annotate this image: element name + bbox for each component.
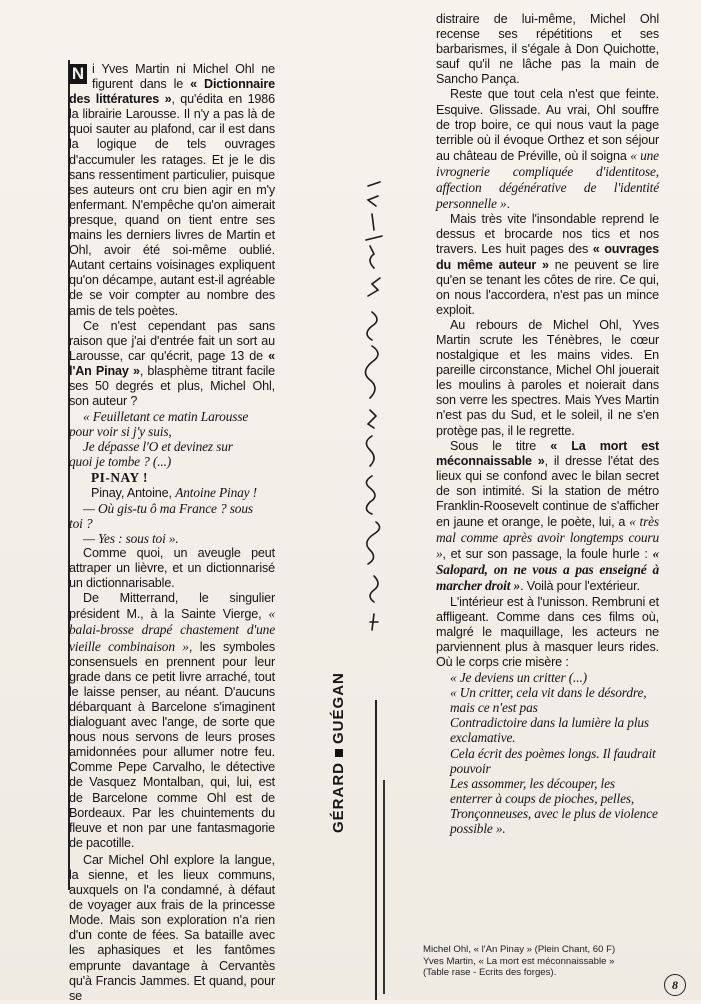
text: Sous le titre	[450, 438, 551, 453]
text: Ce n'est cependant pas sans raison que j'ai d'entrée fait un sort au Larousse, car qu'écrit, page 13 de	[69, 318, 275, 363]
quoted-poem	[69, 409, 275, 546]
text: . Voilà pour l'extérieur.	[520, 579, 640, 594]
poem-line: Antoine Pinay !	[175, 484, 257, 500]
author-last-name: GUÉGAN	[330, 672, 347, 744]
paragraph	[436, 439, 659, 595]
quote: « une ivrognerie compliquée d'identitose, affection dégénérative de l'identité personnelle »	[436, 147, 659, 212]
poem-line: Pinay, Antoine,	[91, 485, 176, 500]
dictionary-title: « Dictionnaire des littératures »	[69, 77, 275, 107]
paragraph: Car Michel Ohl explore la langue, la sienne, et les lieux communs, auxquels on l'a condamné, à défaut de voyager aux frais de la princesse Mode. Mais son exploration n'a rien d'un conte de fées. Sa bataille avec les aphasiques et les fantômes emprunte davantage à Cervantès qu'à Francis Jammes. Et quand, pour se	[69, 852, 275, 1003]
handwritten-annotation	[352, 170, 392, 640]
text: , il dresse l'état des lieux qui se confond avec le bilan secret de son intimité. Si la station de métro Franklin-Roosevelt continue de s'afficher en jaune et orange, le poète, lui, a	[436, 453, 659, 530]
quoted-poem	[436, 670, 659, 836]
left-column	[69, 62, 275, 1004]
text: Reste que tout cela n'est que feinte. Esquive. Glissade. Au vrai, Ohl souffre de trop boire, ce qui nous vaut la page terrible où il évoque Orthez et son séjour au château de Préville, où il soigna	[436, 87, 659, 163]
quote: « très mal comme après avoir longtemps couru »	[436, 514, 659, 562]
author-byline	[330, 633, 352, 833]
text: , blasphème titrant facile ses 50 degrés et plus, Michel Ohl, son auteur ?	[69, 363, 275, 409]
reference-line: Yves Martin, « La mort est méconnaissable »	[423, 955, 615, 967]
paragraph: Comme quoi, un aveugle peut attraper un lièvre, et un dictionnarisé un dictionnarisable.	[69, 546, 275, 591]
square-bullet-icon	[335, 749, 343, 757]
quote: « ouvrages du même auteur »	[436, 242, 659, 272]
quote: « Salopard, on ne vous a pas enseigné à marcher droit »	[436, 546, 659, 594]
book-title: « l'An Pinay »	[69, 348, 275, 378]
poem-line: pour voir si j'y suis,	[69, 424, 172, 440]
author-first-name: GÉRARD	[330, 761, 347, 833]
paragraph	[69, 319, 275, 410]
text: i Yves Martin ni Michel Ohl ne figurent dans le	[92, 62, 275, 92]
paragraph	[69, 591, 275, 851]
right-column	[436, 12, 659, 836]
poem-line: quoi je tombe ? (...)	[69, 454, 172, 470]
poem-line: Je dépasse l'O et devinez sur	[83, 439, 233, 455]
text: .	[506, 197, 510, 212]
poem-line: — Yes : sous toi ».	[83, 530, 179, 546]
quote: « balai-brosse drapé chastement d'une vieille combinaison »	[69, 606, 275, 654]
paragraph: Au rebours de Michel Ohl, Yves Martin scrute les Ténèbres, le cœur nostalgique et les mains vides. En pareille circonstance, Michel Ohl jouerait les moulins à paroles et noierait dans son verre les spectres. Mais Yves Martin n'est pas du Sud, et le soleil, il ne s'en protège pas, il le regrette.	[436, 317, 659, 438]
poem-line: PI-NAY !	[91, 469, 148, 485]
poem-line: Cela écrit des poèmes longs. Il faudrait pouvoir	[450, 745, 656, 776]
poem-line: Les assommer, les découper, les enterrer à coups de pioches, pelles, Tronçonneuses, avec le plus de violence possible ».	[450, 775, 658, 836]
drop-cap: N	[69, 64, 87, 84]
poem-line: — Où gis-tu ô ma France ? sous	[83, 500, 253, 516]
poem-line: toi ?	[69, 515, 93, 531]
paragraph: L'intérieur est à l'unisson. Rembruni et affligeant. Comme dans ces films où, malgré le maquillage, les acteurs ne parviennent plus à masquer leurs rides. Où le corps crie misère :	[436, 594, 659, 669]
signature-rule	[375, 700, 377, 1000]
text: , les symboles consensuels en prennent pour leur grade dans ce petit livre arraché, tout le laisse penser, au néant. D'aucuns débarquant à Barcelone s'imaginent dialoguant avec l'ange, de sorte que nous nous servons de leurs proses amidonnées pour allumer notre feu. Comme Pepe Carvalho, le détective de Vasquez Montalban, qui, lui, est de Barcelone comme Ohl est de Bordeaux. Par les chuintements du fleuve et non par une fantasmagorie de pacotille.	[69, 639, 276, 850]
poem-line: « Feuilletant ce matin Larousse	[83, 409, 249, 425]
book-title: « La mort est méconnaissable »	[436, 438, 659, 468]
page-number: 8	[664, 974, 686, 996]
paragraph: distraire de lui-même, Michel Ohl recense ses répétitions et ses barbarismes, il s'égale à Don Quichotte, sauf qu'il ne lâche pas la main de Sancho Pança.	[436, 12, 659, 87]
text: Mais très vite l'insondable reprend le dessus et brocarde nos tics et nos travers. Les huit pages des	[436, 212, 659, 257]
text: ne peuvent se lire qu'en se tenant les côtes de rire. Ce qui, on nous l'accordera, n'est pas un mince exploit.	[436, 257, 659, 317]
reference-line: Michel Ohl, « l'An Pinay » (Plein Chant, 60 F)	[423, 944, 616, 955]
poem-line: Contradictoire dans la lumière la plus exclamative.	[450, 715, 649, 746]
reference-line: (Table rase - Ecrits des forges).	[423, 967, 557, 978]
paragraph	[69, 62, 275, 319]
book-references	[423, 944, 673, 979]
text: , et sur son passage, la foule hurle :	[442, 547, 653, 562]
signature-rule	[383, 780, 385, 994]
poem-line: « Un critter, cela vit dans le désordre, mais ce n'est pas	[450, 685, 647, 716]
text: , qu'édita en 1986 la librairie Larousse. Il n'y a pas là de quoi sauter au plafond, car il est dans la logique de tels ouvrages d'accumuler les ratages. Et je le dis sans ressentiment particulier, puisque ses auteurs ont cru bien agir en m'y enfermant. N'empêche qu'on aimerait presque, quand on tient entre ses mains les derniers livres de Martin et Ohl, avoir été soi-même oublié. Autant certains voisinages expliquent qu'on décampe, autant est-il agréable de se voir compter au nombre des amis de tels poètes.	[69, 92, 275, 318]
text: De Mitterrand, le singulier président M., à la Sainte Vierge,	[69, 591, 275, 622]
paragraph	[436, 212, 659, 318]
paragraph	[436, 87, 659, 212]
poem-line: « Je deviens un critter (...)	[450, 670, 587, 686]
